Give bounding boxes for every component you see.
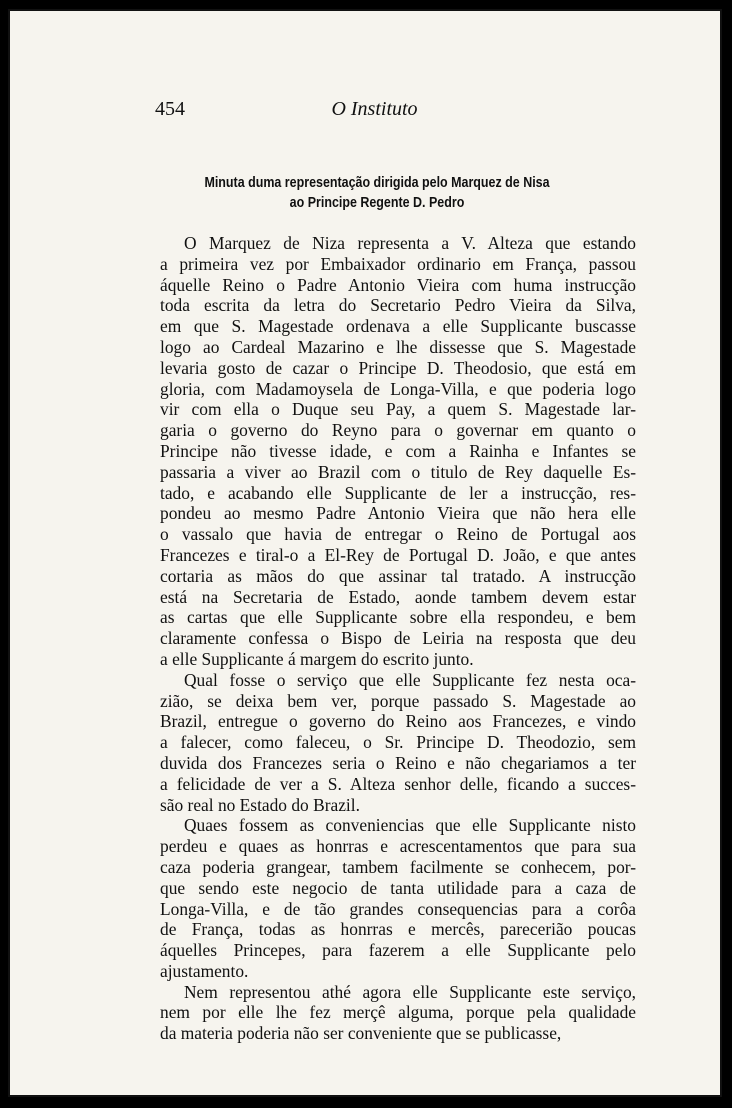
text-line: Quaes fossem as conveniencias que elle Supplicante nisto: [184, 815, 636, 836]
text-line: O Marquez de Niza representa a V. Alteza que estando: [184, 233, 636, 253]
text-line: logo ao Cardeal Mazarino e lhe dissesse que S. Magestade: [160, 336, 636, 357]
text-line: a falecer, como faleceu, o Sr. Principe D. Theodozio, sem: [160, 732, 636, 753]
text-line: zião, se deixa bem ver, porque passado S. Magestade ao: [160, 690, 636, 711]
text-line: duvida dos Francezes seria o Reino e não chegariamos a ter: [160, 752, 636, 773]
text-line: tado, e acabando elle Supplicante de ler a instrucção, res-: [160, 482, 636, 503]
page-header: [155, 98, 594, 128]
text-line: a elle Supplicante á margem do escrito junto.: [160, 648, 474, 669]
text-line: Qual fosse o serviço que elle Supplicante fez nesta oca-: [184, 669, 636, 690]
paragraph: [160, 670, 636, 816]
text-line: caza poderia grangear, tambem facilmente se conhecem, por-: [160, 856, 636, 877]
text-line: garia o governo do Reyno para o governar em quanto o: [160, 420, 636, 441]
paragraph: [160, 982, 636, 1044]
text-line: Francezes e tiral-o a El-Rey de Portugal D. João, e que antes: [160, 544, 636, 565]
text-line: vir com ella o Duque seu Pay, a quem S. Magestade lar-: [160, 399, 636, 420]
text-line: ajustamento.: [160, 960, 249, 981]
text-line: de França, todas as honrras e mercês, parecerião poucas: [160, 919, 636, 940]
text-line: toda escrita da letra do Secretario Pedro Vieira da Silva,: [160, 295, 636, 316]
text-line: claramente confessa o Bispo de Leiria na resposta que deu: [160, 628, 636, 649]
text-line: nem por elle lhe fez merçê alguma, porque pela qualidade: [160, 1002, 636, 1023]
text-line: levaria gosto de cazar o Principe D. Theodosio, que está em: [160, 357, 636, 378]
title-line: ao Principe Regente D. Pedro: [289, 195, 465, 211]
page-number: 454: [155, 98, 185, 120]
text-line: passaria a viver ao Brazil com o titulo de Rey daquelle Es-: [160, 461, 636, 482]
paragraph: [160, 233, 636, 670]
title-line: Minuta duma representação dirigida pelo Marquez de Nisa: [204, 175, 550, 191]
text-line: a primeira vez por Embaixador ordinario em França, passou: [160, 253, 636, 274]
text-line: cortaria as mãos do que assinar tal tratado. A instrucção: [160, 565, 636, 586]
text-line: em que S. Magestade ordenava a elle Supplicante buscasse: [160, 316, 636, 337]
text-line: o vassalo que havia de entregar o Reino de Portugal aos: [160, 524, 636, 545]
text-line: são real no Estado do Brazil.: [160, 794, 360, 815]
book-page: [8, 9, 722, 1097]
paragraph: [160, 815, 636, 981]
text-line: áquelles Princepes, para fazerem a elle Supplicante pelo: [160, 940, 636, 961]
text-line: Brazil, entregue o governo do Reino aos Francezes, e vindo: [160, 711, 636, 732]
text-line: áquelle Reino o Padre Antonio Vieira com huma instrucção: [160, 274, 636, 295]
text-line: a felicidade de ver a S. Alteza senhor delle, ficando a succes-: [160, 773, 636, 794]
text-line: da materia poderia não ser conveniente que se publicasse,: [160, 1023, 562, 1044]
body-text: [160, 233, 636, 1044]
running-title: O Instituto: [331, 98, 418, 120]
text-line: está na Secretaria de Estado, aonde tambem devem estar: [160, 586, 636, 607]
text-line: Longa-Villa, e de tão grandes consequencias para a corôa: [160, 898, 636, 919]
text-line: que sendo este negocio de tanta utilidade para a caza de: [160, 877, 636, 898]
document-title: [190, 173, 563, 213]
text-line: pondeu ao mesmo Padre Antonio Vieira que não hera elle: [160, 503, 636, 524]
text-line: perdeu e quaes as honrras e acrescentamentos que para sua: [160, 836, 636, 857]
text-line: Principe não tivesse idade, e com a Rainha e Infantes se: [160, 440, 636, 461]
text-line: as cartas que elle Supplicante sobre ella respondeu, e bem: [160, 607, 636, 628]
text-line: Nem representou athé agora elle Supplicante este serviço,: [184, 981, 636, 1002]
text-line: gloria, com Madamoysela de Longa-Villa, e que poderia logo: [160, 378, 636, 399]
